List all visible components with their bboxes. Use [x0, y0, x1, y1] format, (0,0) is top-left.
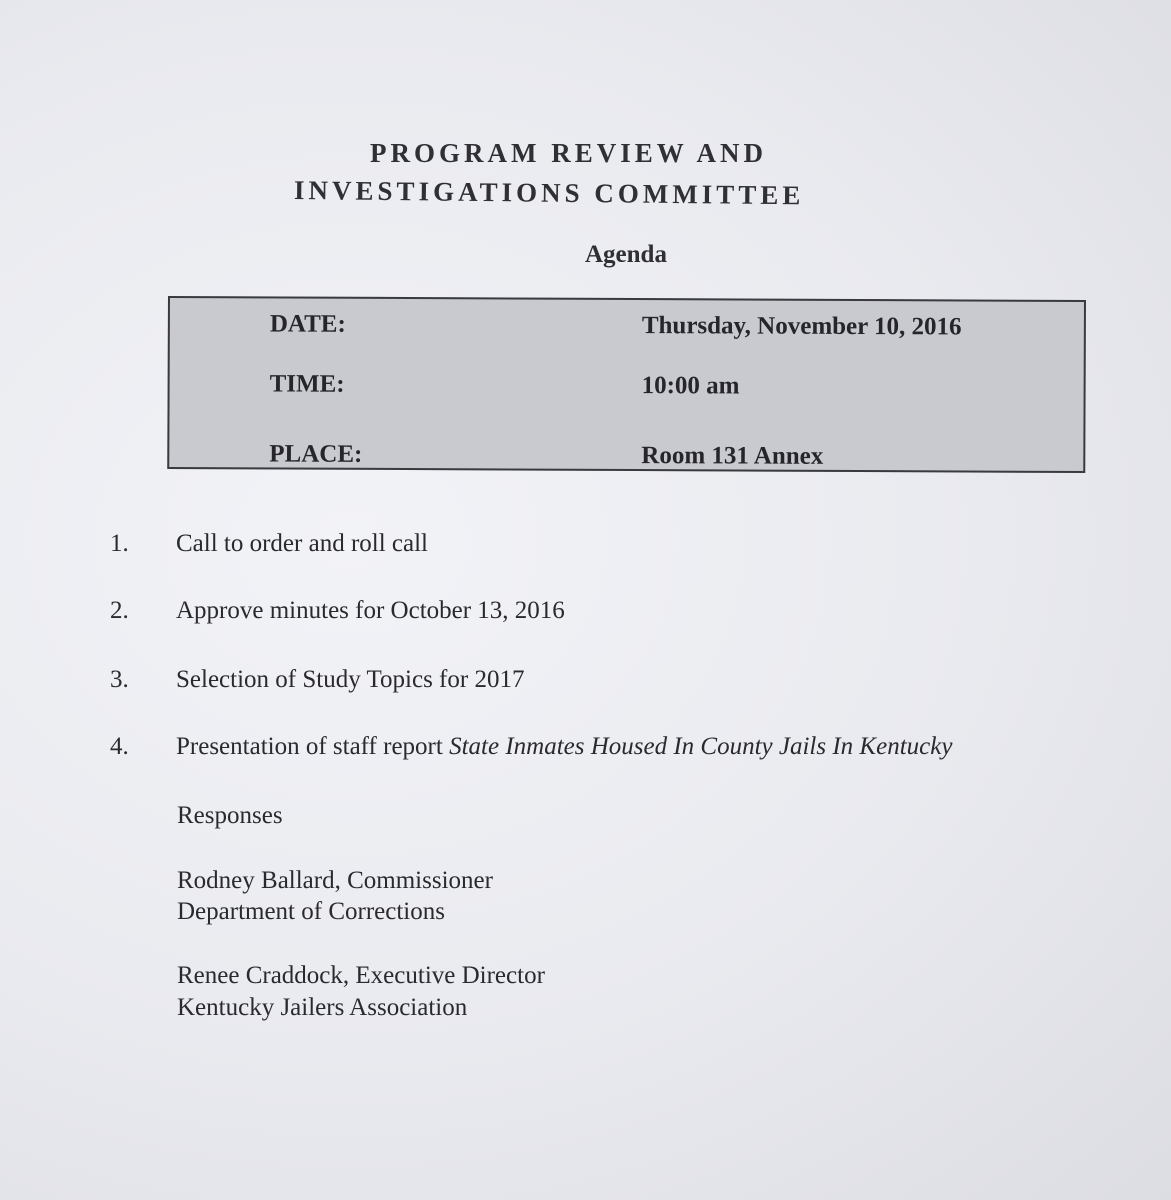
committee-title-line-2: INVESTIGATIONS COMMITTEE — [293, 175, 805, 211]
agenda-item-number: 4. — [110, 733, 129, 760]
agenda-heading: Agenda — [585, 241, 667, 268]
agenda-item-number: 1. — [110, 530, 129, 557]
agenda-item-text — [176, 733, 952, 761]
responses-heading: Responses — [177, 802, 283, 829]
responder-name: Renee Craddock, Executive Director — [177, 962, 545, 989]
agenda-item-number: 3. — [110, 666, 129, 693]
committee-title-line-1: PROGRAM REVIEW AND — [370, 138, 768, 168]
time-label: TIME: — [269, 370, 345, 398]
staff-report-title: State Inmates Housed In County Jails In Kentucky — [449, 733, 953, 760]
agenda-item-number: 2. — [110, 597, 129, 624]
responder-organization: Department of Corrections — [177, 898, 445, 925]
place-value: Room 131 Annex — [641, 442, 824, 470]
agenda-item-text: Approve minutes for October 13, 2016 — [176, 597, 565, 624]
place-label: PLACE: — [269, 440, 363, 468]
agenda-item-text: Call to order and roll call — [176, 530, 429, 557]
responder-name: Rodney Ballard, Commissioner — [177, 867, 493, 894]
responder-organization: Kentucky Jailers Association — [177, 994, 468, 1021]
agenda-item-text-plain: Presentation of staff report — [176, 733, 450, 760]
date-value: Thursday, November 10, 2016 — [641, 312, 962, 341]
meeting-info-box — [167, 296, 1086, 473]
time-value: 10:00 am — [641, 372, 740, 400]
date-label: DATE: — [269, 310, 346, 338]
agenda-item-text: Selection of Study Topics for 2017 — [176, 666, 525, 693]
